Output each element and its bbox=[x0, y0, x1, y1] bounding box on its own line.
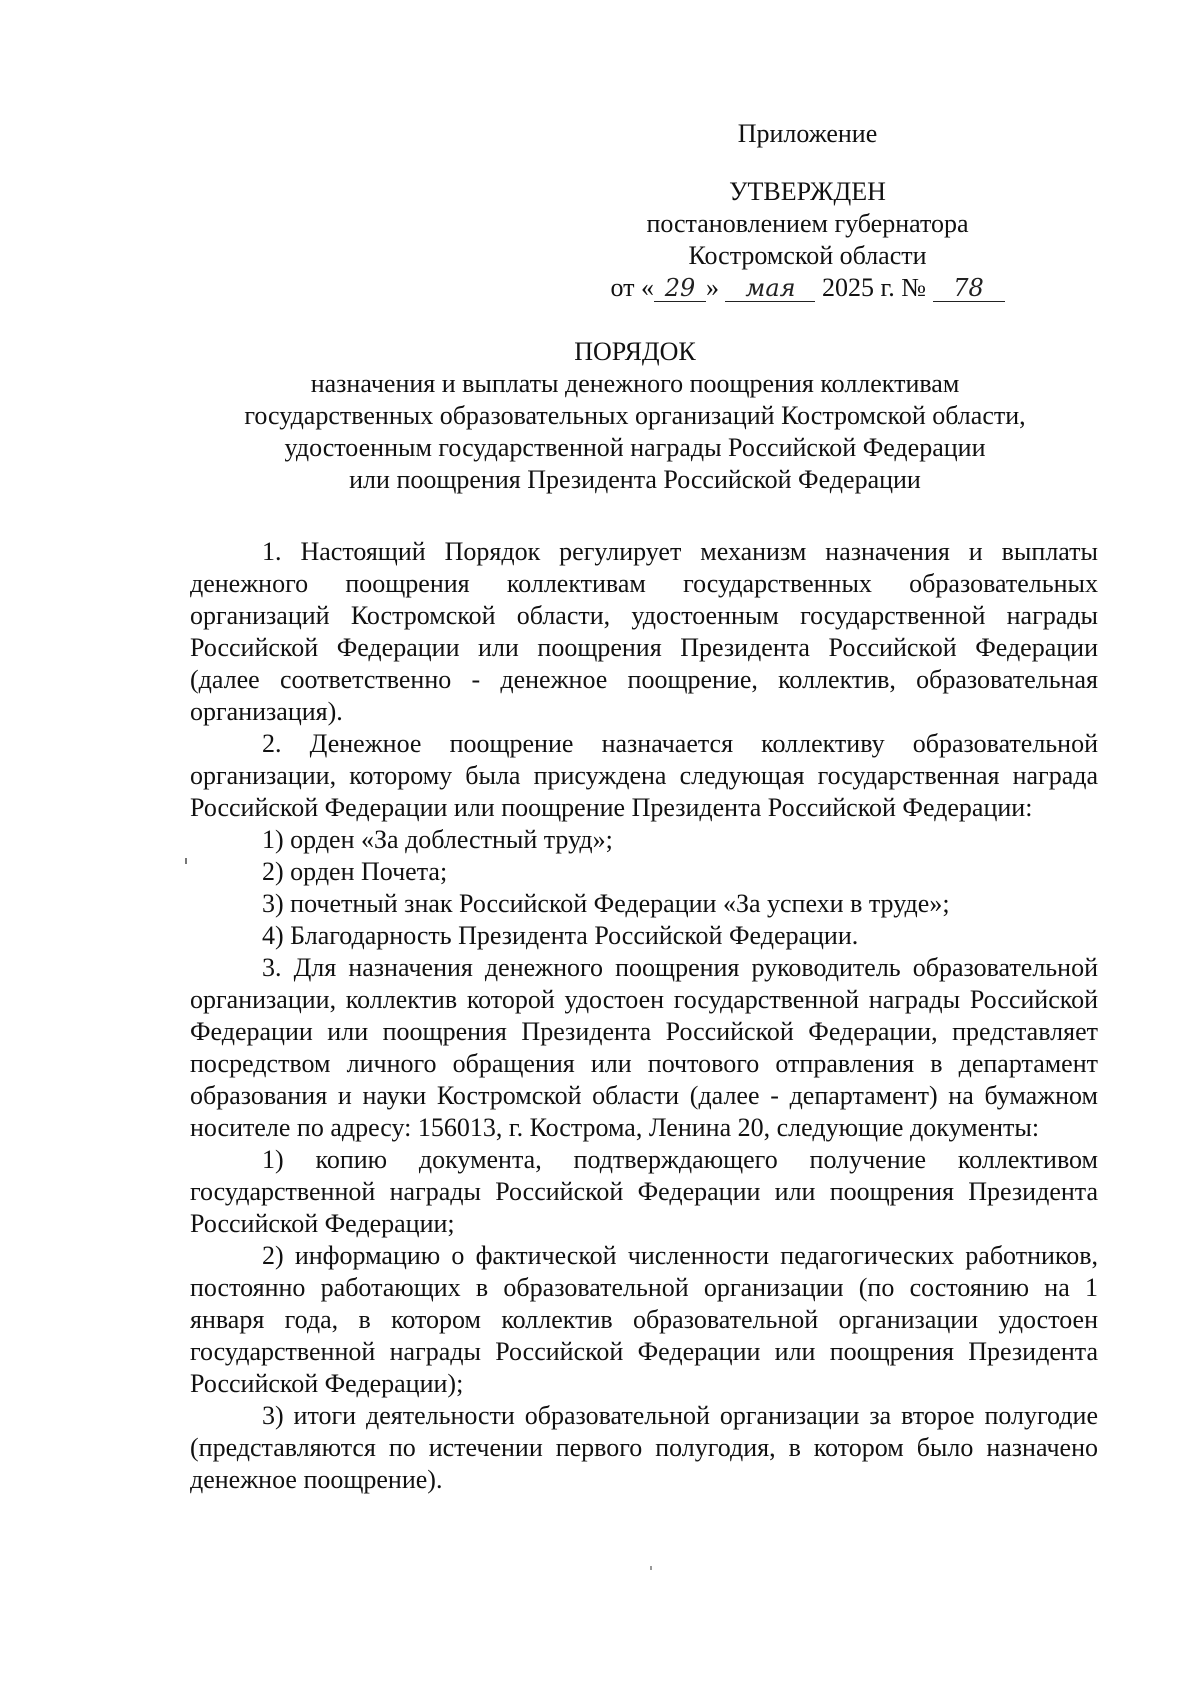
date-year: 2025 г. № bbox=[821, 273, 927, 302]
date-mid: » bbox=[705, 273, 719, 302]
paragraph-1: 1. Настоящий Порядок регулирует механизм назначения и выплаты денежного поощрения коллективам государственных образовательных организаций Костромской области, удостоенным государственной награды Российской Федерации или поощрения Президента Российской Федерации (далее соответственно - денежное поощрение, коллектив, образовательная организация). bbox=[190, 537, 1098, 726]
list-item-2-2: 2) орден Почета; bbox=[262, 857, 448, 886]
approved-by-line-1: постановлением губернатора bbox=[646, 209, 969, 238]
handwritten-month: мая bbox=[725, 275, 815, 302]
list-item-2-4: 4) Благодарность Президента Российской Федерации. bbox=[262, 921, 859, 950]
handwritten-day: 29 bbox=[654, 275, 706, 302]
paragraph-2: 2. Денежное поощрение назначается коллективу образовательной организации, которому была присуждена следующая государственная награда Российской Федерации или поощрение Президента Российской Федерации: bbox=[190, 729, 1098, 822]
date-prefix: от « bbox=[610, 273, 654, 302]
scan-speck bbox=[650, 1566, 652, 1570]
document-subtitle-line-3: удостоенным государственной награды Российской Федерации bbox=[284, 433, 986, 462]
document-subtitle-line-2: государственных образовательных организаций Костромской области, bbox=[244, 401, 1026, 430]
document-title-block bbox=[160, 336, 1110, 496]
appendix-label: Приложение bbox=[737, 119, 878, 148]
list-item-2-1: 1) орден «За доблестный труд»; bbox=[262, 825, 613, 854]
document-body bbox=[190, 536, 1098, 1496]
list-item-3-1: 1) копию документа, подтверждающего получение коллективом государственной награды Российской Федерации или поощрения Президента Российской Федерации; bbox=[190, 1145, 1098, 1238]
handwritten-doc-number: 78 bbox=[933, 275, 1005, 302]
list-item-2-3: 3) почетный знак Российской Федерации «За успехи в труде»; bbox=[262, 889, 950, 918]
approval-date-line bbox=[560, 272, 1055, 304]
document-subtitle-line-4: или поощрения Президента Российской Федерации bbox=[349, 465, 921, 494]
list-item-3-3: 3) итоги деятельности образовательной организации за второе полугодие (представляются по истечении первого полугодия, в котором было назначено денежное поощрение). bbox=[190, 1401, 1098, 1494]
approved-label: УТВЕРЖДЕН bbox=[729, 177, 886, 206]
scan-speck bbox=[185, 858, 187, 864]
document-title: ПОРЯДОК bbox=[574, 337, 696, 366]
document-subtitle-line-1: назначения и выплаты денежного поощрения коллективам bbox=[310, 369, 960, 398]
list-item-3-2: 2) информацию о фактической численности педагогических работников, постоянно работающих в образовательной организации (по состоянию на 1 января года, в котором коллектив образовательной организации удостоен государственной награды Российской Федерации или поощрения Президента Российской Федерации); bbox=[190, 1241, 1098, 1398]
approval-stamp-block bbox=[560, 118, 1055, 304]
approved-by-line-2: Костромской области bbox=[688, 241, 927, 270]
paragraph-3: 3. Для назначения денежного поощрения руководитель образовательной организации, коллектив которой удостоен государственной награды Российской Федерации или поощрения Президента Российской Федерации, представляет посредством личного обращения или почтового отправления в департамент образования и науки Костромской области (далее - департамент) на бумажном носителе по адресу: 156013, г. Кострома, Ленина 20, следующие документы: bbox=[190, 953, 1098, 1142]
